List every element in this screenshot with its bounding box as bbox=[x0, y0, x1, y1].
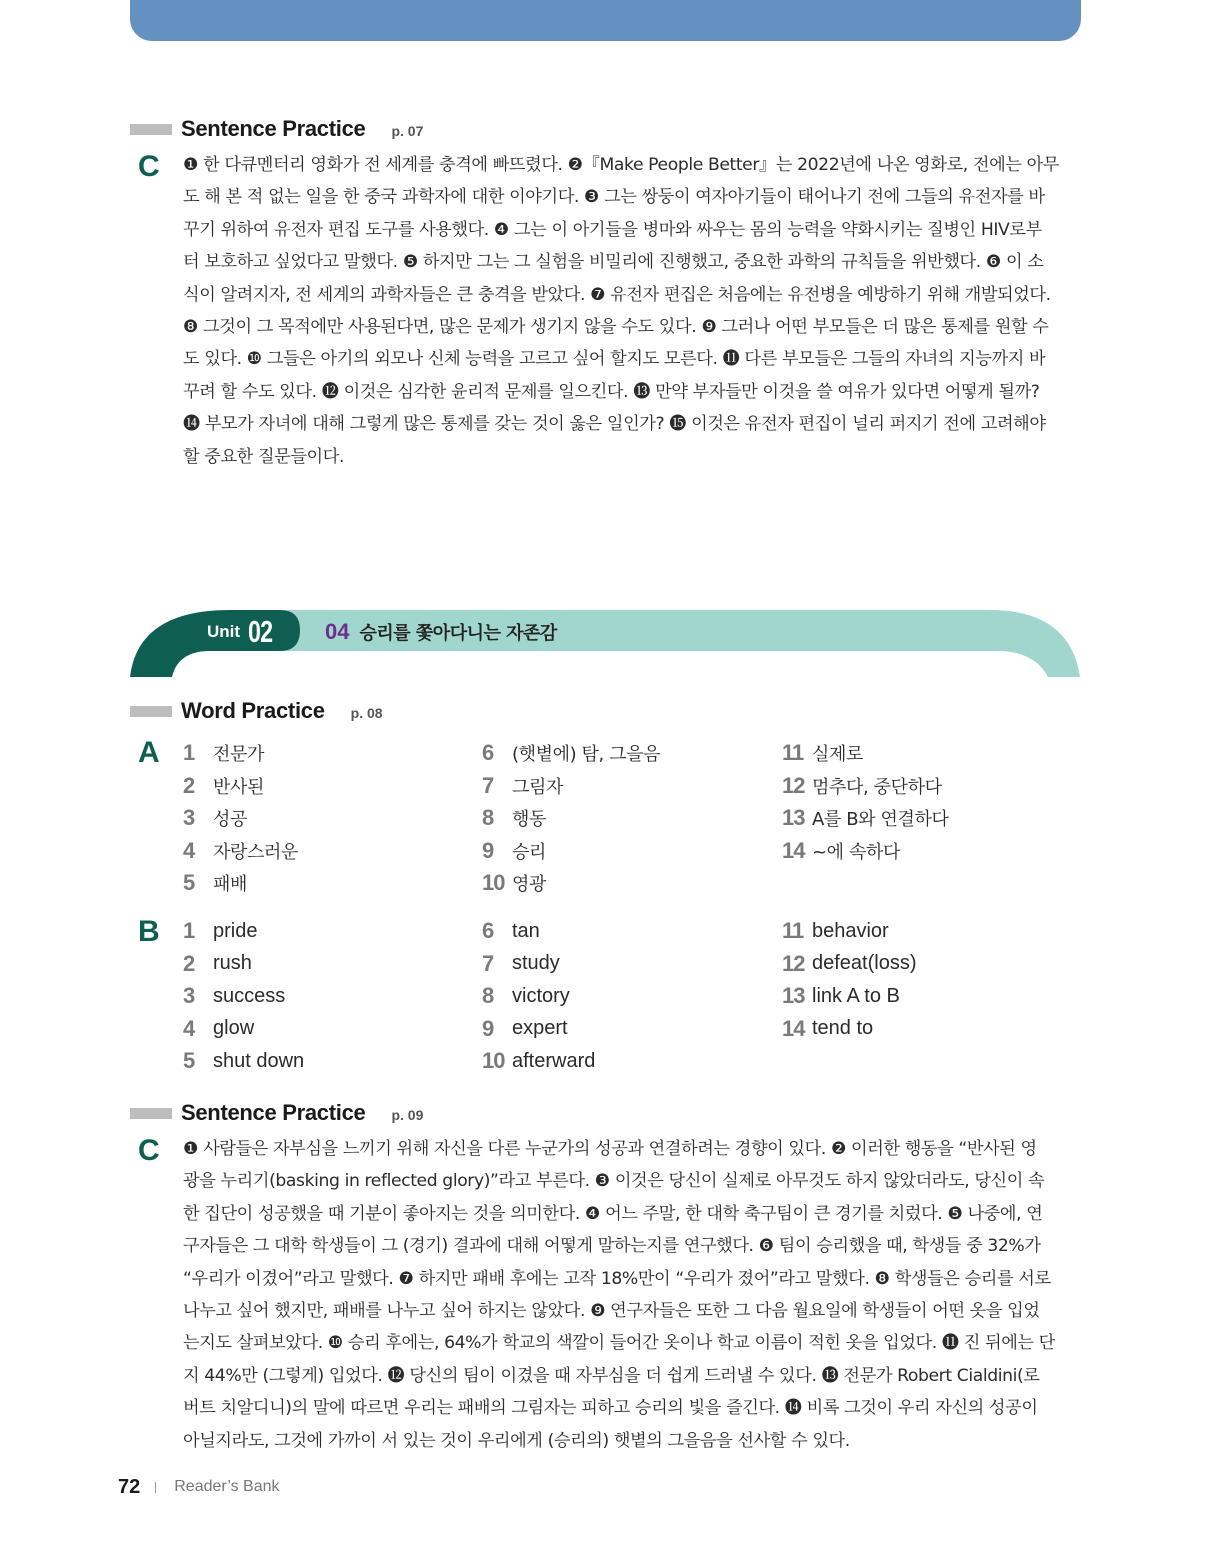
word-item: 11 실제로 bbox=[782, 740, 863, 766]
sentence-practice-header-1 bbox=[130, 114, 423, 144]
text-line: 터 보호하고 싶었다고 말했다. ❺ 하지만 그는 그 실험을 비밀리에 진행했고, 중요한 과학의 규칙들을 위반했다. ❻ 이 소 bbox=[183, 252, 1044, 273]
word-item: 9 승리 bbox=[482, 837, 546, 863]
section-title: Sentence Practice bbox=[181, 116, 366, 141]
word-item: 2 반사된 bbox=[183, 772, 264, 798]
text-line: ❶ 사람들은 자부심을 느끼기 위해 자신을 다른 누군가의 성공과 연결하려는 경향이 있다. ❷ 이러한 행동을 “반사된 영 bbox=[183, 1139, 1037, 1159]
page-reference: p. 08 bbox=[350, 705, 383, 721]
word-list-b-col-1 bbox=[183, 915, 304, 1078]
word-item: 9 expert bbox=[482, 1015, 568, 1041]
word-item: 4 자랑스러운 bbox=[183, 837, 298, 863]
page-reference: p. 09 bbox=[391, 1107, 424, 1123]
word-item: 5 패배 bbox=[183, 870, 247, 896]
word-item: 12 멈추다, 중단하다 bbox=[782, 772, 942, 798]
text-line: 지 44%만 (그렇게) 입었다. ⓬ 당신의 팀이 이겼을 때 자부심을 더 쉽게 드러낼 수 있다. ⓭ 전문가 Robert Cialdini(로 bbox=[183, 1365, 1040, 1386]
word-item: 14 ~에 속하다 bbox=[782, 837, 900, 863]
text-line: 한 집단이 성공했을 때 기분이 좋아지는 것을 의미한다. ❹ 어느 주말, 한 대학 축구팀이 큰 경기를 치렀다. ❺ 나중에, 연 bbox=[183, 1203, 1043, 1224]
word-item: 7 study bbox=[482, 950, 560, 976]
sentence-practice-text-1 bbox=[183, 149, 1081, 473]
exercise-letter-c: C bbox=[138, 150, 160, 183]
text-line: 꾸기 위하여 유전자 편집 도구를 사용했다. ❹ 그는 이 아기들을 병마와 싸우는 몸의 능력을 약화시키는 질병인 HIV로부 bbox=[183, 219, 1042, 240]
word-item: 3 success bbox=[183, 983, 286, 1009]
page-reference: p. 07 bbox=[391, 123, 424, 139]
word-item: 10 afterward bbox=[482, 1048, 596, 1074]
sentence-practice-header-2 bbox=[130, 1098, 423, 1128]
lesson-name: 승리를 쫓아다니는 자존감 bbox=[359, 623, 557, 644]
word-list-b-col-2 bbox=[482, 915, 595, 1078]
word-list-a-col-2 bbox=[482, 737, 660, 900]
book-title: Reader’s Bank bbox=[174, 1478, 280, 1495]
word-item: 8 행동 bbox=[482, 805, 546, 831]
word-item: 4 glow bbox=[183, 1015, 255, 1041]
word-item: 10 영광 bbox=[482, 870, 546, 896]
section-marker-bar bbox=[130, 124, 172, 135]
text-line: 아닐지라도, 그것에 가까이 서 있는 것이 우리에게 (승리의) 햇볕의 그을음을 선사할 수 있다. bbox=[183, 1430, 850, 1451]
word-item: 12 defeat(loss) bbox=[782, 950, 917, 976]
text-line: 광을 누리기(basking in reflected glory)”라고 부른다. ❸ 이것은 당신이 실제로 아무것도 하지 않았더라도, 당신이 속 bbox=[183, 1171, 1045, 1192]
word-item: 5 shut down bbox=[183, 1048, 305, 1074]
lesson-title bbox=[325, 617, 557, 647]
word-item: 6 (햇볕에) 탐, 그을음 bbox=[482, 740, 661, 766]
text-line: 는지도 살펴보았다. ❿ 승리 후에는, 64%가 학교의 색깔이 들어간 옷이나 학교 이름이 적힌 옷을 입었다. ⓫ 진 뒤에는 단 bbox=[183, 1333, 1055, 1354]
word-item: 3 성공 bbox=[183, 805, 247, 831]
top-header-band bbox=[130, 0, 1081, 41]
word-list-b-col-3 bbox=[782, 915, 917, 1045]
word-list-a-col-1 bbox=[183, 737, 298, 900]
text-line: 도 해 본 적 없는 일을 한 중국 과학자에 대한 이야기다. ❸ 그는 쌍둥이 여자아기들이 태어나기 전에 그들의 유전자를 바 bbox=[183, 187, 1045, 208]
footer-divider bbox=[155, 1482, 156, 1493]
exercise-letter-b: B bbox=[138, 915, 160, 948]
exercise-letter-c: C bbox=[138, 1134, 160, 1167]
text-line: “우리가 이겼어”라고 말했다. ❼ 하지만 패배 후에는 고작 18%만이 “우리가 졌어”라고 말했다. ❽ 학생들은 승리를 서로 bbox=[183, 1268, 1051, 1289]
text-line: ⓮ 부모가 자녀에 대해 그렇게 많은 통제를 갖는 것이 옳은 일인가? ⓯ 이것은 유전자 편집이 널리 퍼지기 전에 고려해야 bbox=[183, 414, 1046, 435]
unit-number: 02 bbox=[248, 614, 273, 649]
word-item: 11 behavior bbox=[782, 918, 889, 944]
word-item: 1 전문가 bbox=[183, 740, 264, 766]
word-list-a-col-3 bbox=[782, 737, 948, 867]
section-title: Word Practice bbox=[181, 698, 325, 723]
sentence-practice-text-2 bbox=[183, 1133, 1081, 1457]
text-line: 나누고 싶어 했지만, 패배를 나누고 싶어 하지는 않았다. ❾ 연구자들은 또한 그 다음 월요일에 학생들이 어떤 옷을 입었 bbox=[183, 1300, 1040, 1321]
word-item: 13 link A to B bbox=[782, 983, 900, 1009]
word-item: 6 tan bbox=[482, 918, 540, 944]
text-line: 버트 치알디니)의 말에 따르면 우리는 패배의 그림자는 피하고 승리의 빛을 즐긴다. ⓮ 비록 그것이 우리 자신의 성공이 bbox=[183, 1398, 1038, 1419]
unit-label bbox=[207, 614, 281, 649]
word-practice-header bbox=[130, 696, 383, 726]
text-line: ❽ 그것이 그 목적에만 사용된다면, 많은 문제가 생기지 않을 수도 있다. ❾ 그러나 어떤 부모들은 더 많은 통제를 원할 수 bbox=[183, 316, 1049, 337]
page-footer bbox=[118, 1474, 280, 1500]
word-item: 14 tend to bbox=[782, 1015, 874, 1041]
lesson-number: 04 bbox=[325, 619, 350, 644]
word-item: 2 rush bbox=[183, 950, 252, 976]
text-line: 꾸려 할 수도 있다. ⓬ 이것은 심각한 윤리적 문제를 일으킨다. ⓭ 만약 부자들만 이것을 쓸 여유가 있다면 어떻게 될까? bbox=[183, 381, 1040, 402]
text-line: 도 있다. ❿ 그들은 아기의 외모나 신체 능력을 고르고 싶어 할지도 모른다. ⓫ 다른 부모들은 그들의 자녀의 지능까지 바 bbox=[183, 349, 1046, 370]
exercise-letter-a: A bbox=[138, 736, 160, 769]
text-line: 할 중요한 질문들이다. bbox=[183, 446, 345, 467]
word-item: 13 A를 B와 연결하다 bbox=[782, 805, 949, 831]
page-number: 72 bbox=[118, 1475, 141, 1498]
section-marker-bar bbox=[130, 1108, 172, 1119]
word-item: 1 pride bbox=[183, 918, 258, 944]
section-title: Sentence Practice bbox=[181, 1100, 366, 1125]
section-marker-bar bbox=[130, 706, 172, 717]
text-line: 식이 알려지자, 전 세계의 과학자들은 큰 충격을 받았다. ❼ 유전자 편집은 처음에는 유전병을 예방하기 위해 개발되었다. bbox=[183, 284, 1051, 305]
word-item: 8 victory bbox=[482, 983, 570, 1009]
word-item: 7 그림자 bbox=[482, 772, 563, 798]
text-line: ❶ 한 다큐멘터리 영화가 전 세계를 충격에 빠뜨렸다. ❷『Make People Better』는 2022년에 나온 영화로, 전에는 아무 bbox=[183, 155, 1059, 175]
unit-word: Unit bbox=[207, 622, 241, 641]
text-line: 구자들은 그 대학 학생들이 그 (경기) 결과에 대해 어떻게 말하는지를 연구했다. ❻ 팀이 승리했을 때, 학생들 중 32%가 bbox=[183, 1236, 1041, 1257]
